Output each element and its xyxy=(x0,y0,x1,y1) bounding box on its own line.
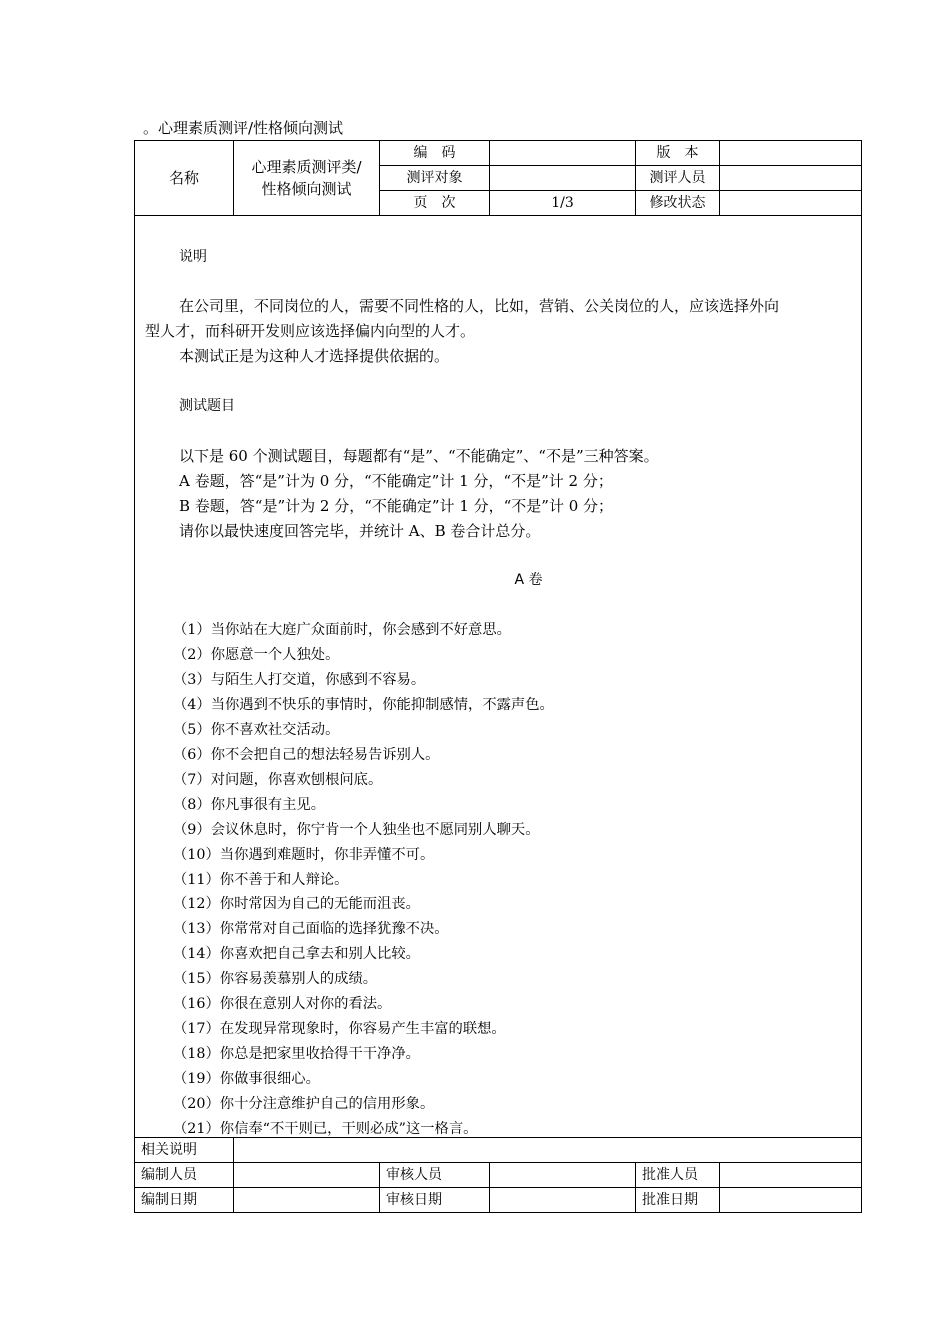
body-cell xyxy=(135,216,862,1138)
approver-label: 批准人员 xyxy=(636,1163,720,1188)
body-row xyxy=(135,216,862,1138)
rule-line: A 卷题，答“是”计为 0 分，“不能确定”计 1 分，“不是”计 2 分； xyxy=(179,472,613,490)
question-item: （1）当你站在大庭广众面前时，你会感到不好意思。 xyxy=(173,622,511,638)
question-item: （12）你时常因为自己的无能而沮丧。 xyxy=(173,896,420,913)
reviewer-label: 审核人员 xyxy=(380,1163,490,1188)
prepared-by-label: 编制人员 xyxy=(135,1163,234,1188)
question-item: （7）对问题，你喜欢刨根问底。 xyxy=(173,771,383,788)
test-heading: 测试题目 xyxy=(179,398,235,414)
reviewer-value xyxy=(490,1163,636,1188)
intro-paragraph-line1: 在公司里，不同岗位的人，需要不同性格的人，比如，营销、公关岗位的人，应该选择外向 xyxy=(179,297,780,315)
question-item: （9）会议休息时，你宁肯一个人独坐也不愿同别人聊天。 xyxy=(173,821,540,838)
subject-label: 测评对象 xyxy=(380,166,490,191)
question-item: （8）你凡事很有主见。 xyxy=(173,796,326,813)
version-label: 版 本 xyxy=(636,141,720,166)
prepared-date-value xyxy=(234,1188,380,1213)
question-item: （18）你总是把家里收拾得干干净净。 xyxy=(173,1046,420,1063)
form-table xyxy=(134,140,862,1213)
version-value xyxy=(720,141,862,166)
question-item: （13）你常常对自己面临的选择犹豫不决。 xyxy=(173,921,449,938)
name-label: 名称 xyxy=(135,141,234,216)
question-item: （14）你喜欢把自己拿去和别人比较。 xyxy=(173,946,420,963)
question-item: （6）你不会把自己的想法轻易告诉别人。 xyxy=(173,746,440,763)
rule-line: B 卷题，答“是”计为 2 分，“不能确定”计 1 分，“不是”计 0 分； xyxy=(179,497,614,515)
question-item: （20）你十分注意维护自己的信用形象。 xyxy=(173,1096,435,1113)
document-title: 。心理素质测评/性格倾向测试 xyxy=(143,119,344,137)
subject-value xyxy=(490,166,636,191)
page-value: 1/3 xyxy=(490,191,636,216)
date-row xyxy=(135,1188,862,1213)
question-item: （21）你信奉“不干则已，干则必成”这一格言。 xyxy=(173,1121,478,1137)
question-item: （15）你容易羡慕别人的成绩。 xyxy=(173,971,378,988)
notes-row xyxy=(135,1138,862,1163)
intro-paragraph-2: 本测试正是为这种人才选择提供依据的。 xyxy=(179,347,450,365)
question-item: （16）你很在意别人对你的看法。 xyxy=(173,996,392,1013)
rule-line: 请你以最快速度回答完毕，并统计 A、B 卷合计总分。 xyxy=(179,522,541,540)
notes-label: 相关说明 xyxy=(135,1138,234,1163)
page-label: 页 次 xyxy=(380,191,490,216)
assessor-label: 测评人员 xyxy=(636,166,720,191)
document-name-line1: 心理素质测评类/ xyxy=(251,158,362,176)
question-item: （10）当你遇到难题时，你非弄懂不可。 xyxy=(173,846,435,863)
approver-value xyxy=(720,1163,862,1188)
intro-paragraph-line2: 型人才，而科研开发则应该选择偏内向型的人才。 xyxy=(145,322,476,340)
question-item: （5）你不喜欢社交活动。 xyxy=(173,721,340,738)
revision-label: 修改状态 xyxy=(636,191,720,216)
revision-value xyxy=(720,191,862,216)
assessor-value xyxy=(720,166,862,191)
question-item: （2）你愿意一个人独处。 xyxy=(173,646,340,663)
approve-date-value xyxy=(720,1188,862,1213)
header-row-1 xyxy=(135,141,862,166)
body-content xyxy=(135,216,861,1137)
rule-line: 以下是 60 个测试题目，每题都有“是”、“不能确定”、“不是”三种答案。 xyxy=(179,447,659,465)
code-value xyxy=(490,141,636,166)
prepared-row xyxy=(135,1163,862,1188)
intro-heading: 说明 xyxy=(179,249,207,265)
review-date-label: 审核日期 xyxy=(380,1188,490,1213)
code-label: 编 码 xyxy=(380,141,490,166)
question-item: （4）当你遇到不快乐的事情时，你能抑制感情，不露声色。 xyxy=(173,696,554,713)
question-item: （3）与陌生人打交道，你感到不容易。 xyxy=(173,671,426,688)
document-name xyxy=(234,141,380,216)
notes-value xyxy=(234,1138,862,1163)
section-a-title: A 卷 xyxy=(514,572,543,588)
question-item: （19）你做事很细心。 xyxy=(173,1071,320,1088)
prepared-date-label: 编制日期 xyxy=(135,1188,234,1213)
question-item: （17）在发现异常现象时，你容易产生丰富的联想。 xyxy=(173,1021,506,1038)
question-item: （11）你不善于和人辩论。 xyxy=(173,871,349,888)
review-date-value xyxy=(490,1188,636,1213)
document-name-line2: 性格倾向测试 xyxy=(261,180,352,198)
approve-date-label: 批准日期 xyxy=(636,1188,720,1213)
prepared-by-value xyxy=(234,1163,380,1188)
